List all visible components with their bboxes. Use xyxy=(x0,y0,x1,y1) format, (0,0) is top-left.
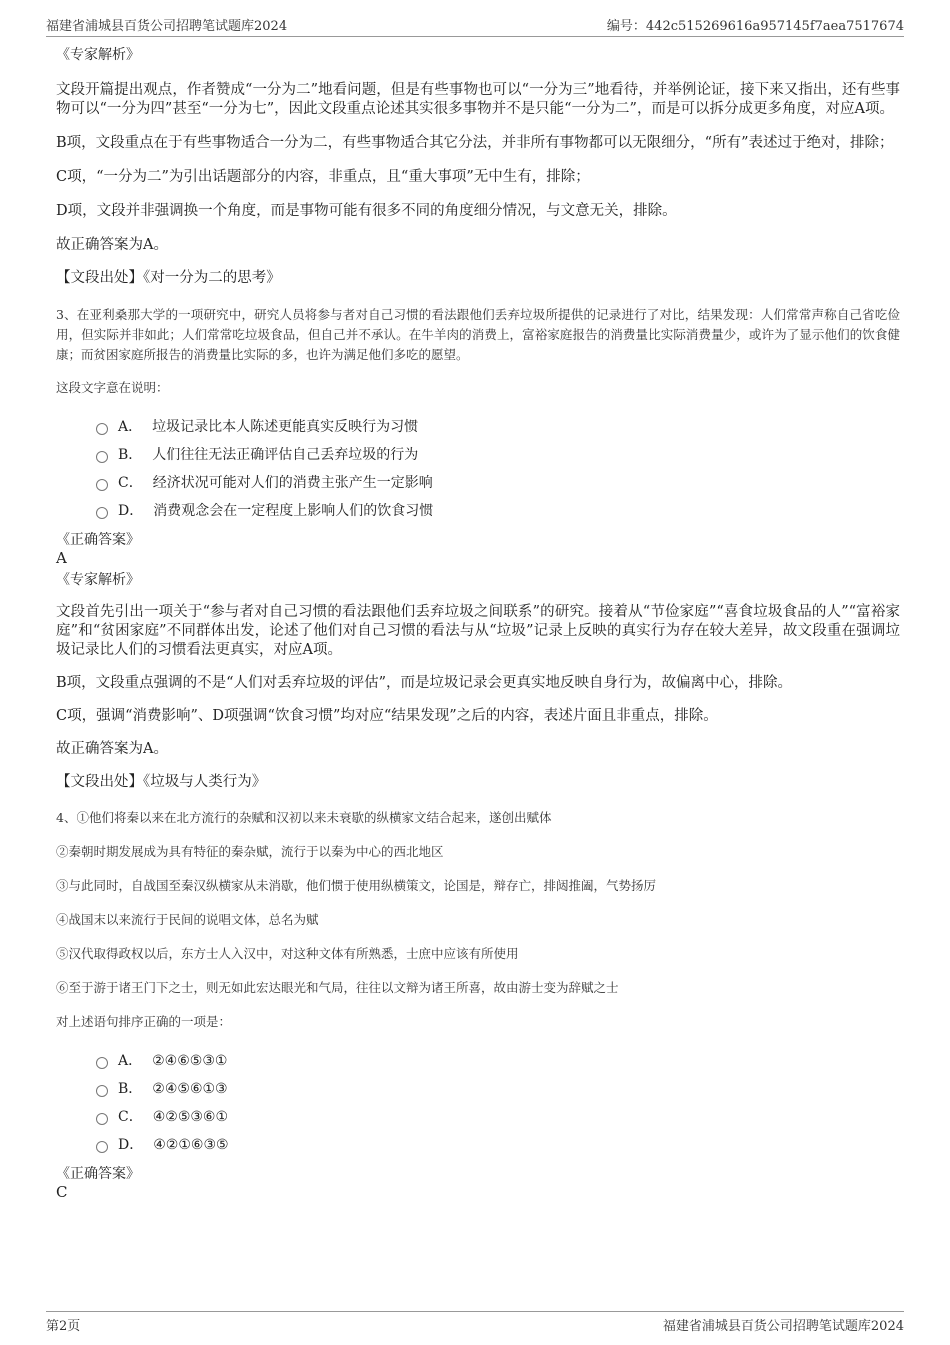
question-4-sentence: ⑤汉代取得政权以后，东方士人入汉中，对这种文体有所熟悉，士庶中应该有所使用 xyxy=(56,946,519,961)
radio-button-icon[interactable] xyxy=(96,1141,108,1153)
question-3-options xyxy=(56,413,900,525)
analysis-paragraph: B项，文段重点在于有些事物适合一分为二，有些事物适合其它分法，并非所有事物都可以无限细分，“所有”表述过于绝对，排除； xyxy=(56,135,894,151)
option-a[interactable]: A． ②④⑥⑤③① xyxy=(96,1047,900,1075)
radio-button-icon[interactable] xyxy=(96,451,108,463)
text-source: 【文段出处】《垃圾与人类行为》 xyxy=(56,774,267,790)
option-d[interactable]: D． 消费观念会在一定程度上影响人们的饮食习惯 xyxy=(96,497,900,525)
question-4-sentence: ④战国末以来流行于民间的说唱文体，总名为赋 xyxy=(56,912,319,927)
expert-analysis-label: 《专家解析》 xyxy=(56,572,140,588)
analysis-paragraph: C项，强调“消费影响”、D项强调“饮食习惯”均对应“结果发现”之后的内容，表述片面且非重点，排除。 xyxy=(56,708,718,724)
correct-answer: C xyxy=(56,1183,68,1201)
page-footer xyxy=(46,1311,904,1334)
question-3-prompt: 这段文字意在说明： xyxy=(56,380,169,395)
page-content xyxy=(56,46,900,1201)
question-3-stem: 3、在亚利桑那大学的一项研究中，研究人员将参与者对自己习惯的看法跟他们丢弃垃圾所提供的记录进行了对比，结果发现：人们常常声称自己省吃俭用，但实际并非如此；人们常常吃垃圾食品，但自己并不承认。在牛羊肉的消费上，富裕家庭报告的消费量比实际消费量少，或许为了显示他们的饮食健康；而贫困家庭所报告的消费量比实际的多，也许为满足他们多吃的愿望。 xyxy=(56,307,900,362)
header-serial-number: 编号：442c515269616a957145f7aea7517674 xyxy=(606,19,904,34)
question-4-stem: 4、①他们将秦以来在北方流行的杂赋和汉初以来未衰歇的纵横家文结合起来，遂创出赋体 xyxy=(56,810,552,825)
radio-button-icon[interactable] xyxy=(96,507,108,519)
analysis-paragraph: 文段开篇提出观点，作者赞成“一分为二”地看问题，但是有些事物也可以“一分为三”地看待，并举例论证，接下来又指出，还有些事物可以“一分为四”甚至“一分为七”，因此文段重点论述其实很多事物并不是只能“一分为二”，而是可以拆分成更多角度，对应A项。 xyxy=(56,82,900,117)
option-b[interactable]: B． ②④⑤⑥①③ xyxy=(96,1075,900,1103)
correct-answer: A xyxy=(56,549,67,567)
option-c[interactable]: C． 经济状况可能对人们的消费主张产生一定影响 xyxy=(96,469,900,497)
question-4-sentence: ③与此同时，自战国至秦汉纵横家从未消歇，他们惯于使用纵横策文，论国是，辩存亡，排闼推阖，气势扬厉 xyxy=(56,878,657,893)
radio-button-icon[interactable] xyxy=(96,423,108,435)
correct-answer-label: 《正确答案》 xyxy=(56,1166,140,1182)
page-number: 第2页 xyxy=(46,1319,81,1334)
option-d[interactable]: D． ④②①⑥③⑤ xyxy=(96,1131,900,1159)
page-header xyxy=(46,10,904,37)
header-title: 福建省浦城县百货公司招聘笔试题库2024 xyxy=(46,19,288,34)
correct-answer-label: 《正确答案》 xyxy=(56,532,140,548)
expert-analysis-label: 《专家解析》 xyxy=(56,47,140,63)
question-4-prompt: 对上述语句排序正确的一项是： xyxy=(56,1014,232,1029)
analysis-paragraph: 故正确答案为A。 xyxy=(56,237,168,253)
analysis-paragraph: C项，“一分为二”为引出话题部分的内容，非重点，且“重大事项”无中生有，排除； xyxy=(56,169,590,185)
radio-button-icon[interactable] xyxy=(96,1113,108,1125)
expert-analysis xyxy=(56,81,900,255)
option-c[interactable]: C． ④②⑤③⑥① xyxy=(96,1103,900,1131)
text-source: 【文段出处】《对一分为二的思考》 xyxy=(56,270,281,286)
question-4-sentence: ⑥至于游于诸王门下之士，则无如此宏达眼光和气局，往往以文辩为诸王所喜，故由游士变为辞赋之士 xyxy=(56,980,619,995)
analysis-paragraph: D项，文段并非强调换一个角度，而是事物可能有很多不同的角度细分情况，与文意无关，排除。 xyxy=(56,203,677,219)
expert-analysis xyxy=(56,603,900,759)
radio-button-icon[interactable] xyxy=(96,479,108,491)
question-4-options xyxy=(56,1047,900,1159)
radio-button-icon[interactable] xyxy=(96,1085,108,1097)
option-b[interactable]: B． 人们往往无法正确评估自己丢弃垃圾的行为 xyxy=(96,441,900,469)
radio-button-icon[interactable] xyxy=(96,1057,108,1069)
question-4-sentence: ②秦朝时期发展成为具有特征的秦杂赋，流行于以秦为中心的西北地区 xyxy=(56,844,444,859)
analysis-paragraph: B项，文段重点强调的不是“人们对丢弃垃圾的评估”，而是垃圾记录会更真实地反映自身行为，故偏离中心，排除。 xyxy=(56,675,792,691)
analysis-paragraph: 文段首先引出一项关于“参与者对自己习惯的看法跟他们丢弃垃圾之间联系”的研究。接着从“节俭家庭”“喜食垃圾食品的人”“富裕家庭”和“贫困家庭”不同群体出发，论述了他们对自己习惯的看法与从“垃圾”记录上反映的真实行为存在较大差异，故文段重在强调垃圾记录比人们的习惯看法更真实，对应A项。 xyxy=(56,604,900,658)
option-a[interactable]: A． 垃圾记录比本人陈述更能真实反映行为习惯 xyxy=(96,413,900,441)
footer-title: 福建省浦城县百货公司招聘笔试题库2024 xyxy=(662,1319,904,1334)
analysis-paragraph: 故正确答案为A。 xyxy=(56,741,168,757)
